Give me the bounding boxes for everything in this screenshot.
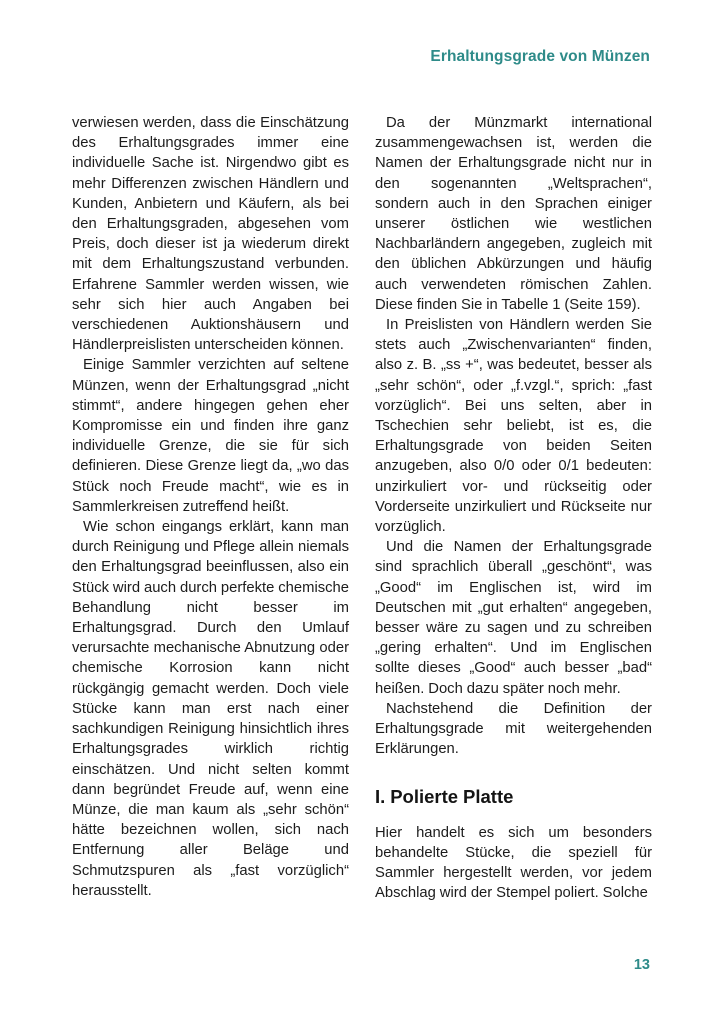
section-heading: I. Polierte Platte — [375, 785, 514, 807]
left-column — [72, 113, 349, 903]
paragraph: Nachstehend die Definition der Erhaltungsgrade mit weitergehenden Erklärungen. — [375, 700, 652, 758]
paragraph: Hier handelt es sich um besonders behandelte Stücke, die speziell für Sammler hergestellt werden, vor jedem Abschlag wird der Stempel poliert. Solche — [375, 824, 652, 902]
paragraph: In Preislisten von Händlern werden Sie stets auch „Zwischenvarianten“ finden, also z. B. „ss +“, was bedeutet, besser als „sehr schön“, oder „f.vzgl.“, sprich: „fast vorzüglich“. Bei uns selten, aber in Tschechien sehr beliebt, ist es, die Erhaltungsgrade von beiden Seiten anzugeben, also 0/0 oder 0/1 bedeuten: unzirkuliert vor- und rückseitig oder Vorderseite unzirkuliert und Rückseite nur vorzüglich. — [375, 317, 652, 536]
paragraph: Einige Sammler verzichten auf seltene Münzen, wenn der Erhaltungsgrad „nicht stimmt“, andere hingegen gehen eher Kompromisse ein und finden ihre ganz individuelle Grenze, die sie für sich definieren. Diese Grenze liegt da, „wo das Stück noch Freude macht“, wie es in Sammlerkreisen zutreffend heißt. — [72, 357, 349, 515]
paragraph: verwiesen werden, dass die Einschätzung des Erhaltungsgrades immer eine individuelle Sache ist. Nirgendwo gibt es mehr Differenzen zwischen Händlern und Kunden, Anbietern und Käufern, als bei den Erhaltungsgraden, abgesehen vom Preis, doch dieser ist ja wiederum direkt mit dem Erhaltungszustand verbunden. Erfahrene Sammler werden wissen, wie sehr sich hier auch Angaben bei verschiedenen Auktionshäusern und Händlerpreislisten unterscheiden können. — [72, 115, 349, 354]
text-columns — [72, 113, 652, 903]
right-column — [375, 113, 652, 903]
page-number: 13 — [633, 957, 650, 973]
paragraph: Wie schon eingangs erklärt, kann man durch Reinigung und Pflege allein niemals den Erhaltungsgrad beeinflussen, also ein Stück wird auch durch perfekte chemische Behandlung nicht besser im Erhaltungsgrad. Durch den Umlauf verursachte mechanische Abnutzung oder chemische Korrosion kann nicht rückgängig gemacht werden. Doch viele Stücke kann man erst nach einer sachkundigen Reinigung hinsichtlich ihres Erhaltungsgrades wirklich richtig einschätzen. Und nicht selten kommt dann begründet Freude auf, wenn eine Münze, die man kaum als „sehr schön“ hätte bezeichnen wollen, sich nach Entfernung aller Beläge und Schmutzspuren als „fast vorzüglich“ herausstellt. — [72, 519, 349, 899]
paragraph: Da der Münzmarkt international zusammengewachsen ist, werden die Namen der Erhaltungsgrade nicht nur in den sogenannten „Weltsprachen“, sondern auch in den Sprachen einiger unserer östlichen wie westlichen Nachbarländern angegeben, zugleich mit den üblichen Abkürzungen und häufig auch verwendeten römischen Zahlen. Diese finden Sie in Tabelle 1 (Seite 159). — [375, 115, 652, 313]
paragraph: Und die Namen der Erhaltungsgrade sind sprachlich überall „geschönt“, was „Good“ im Englischen ist, wird im Deutschen mit „gut erhalten“ angegeben, besser wäre zu sagen und zu schreiben „gering erhalten“. Und im Englischen sollte dieses „Good“ auch besser „bad“ heißen. Doch dazu später noch mehr. — [375, 539, 652, 697]
running-header: Erhaltungsgrade von Münzen — [430, 48, 650, 65]
